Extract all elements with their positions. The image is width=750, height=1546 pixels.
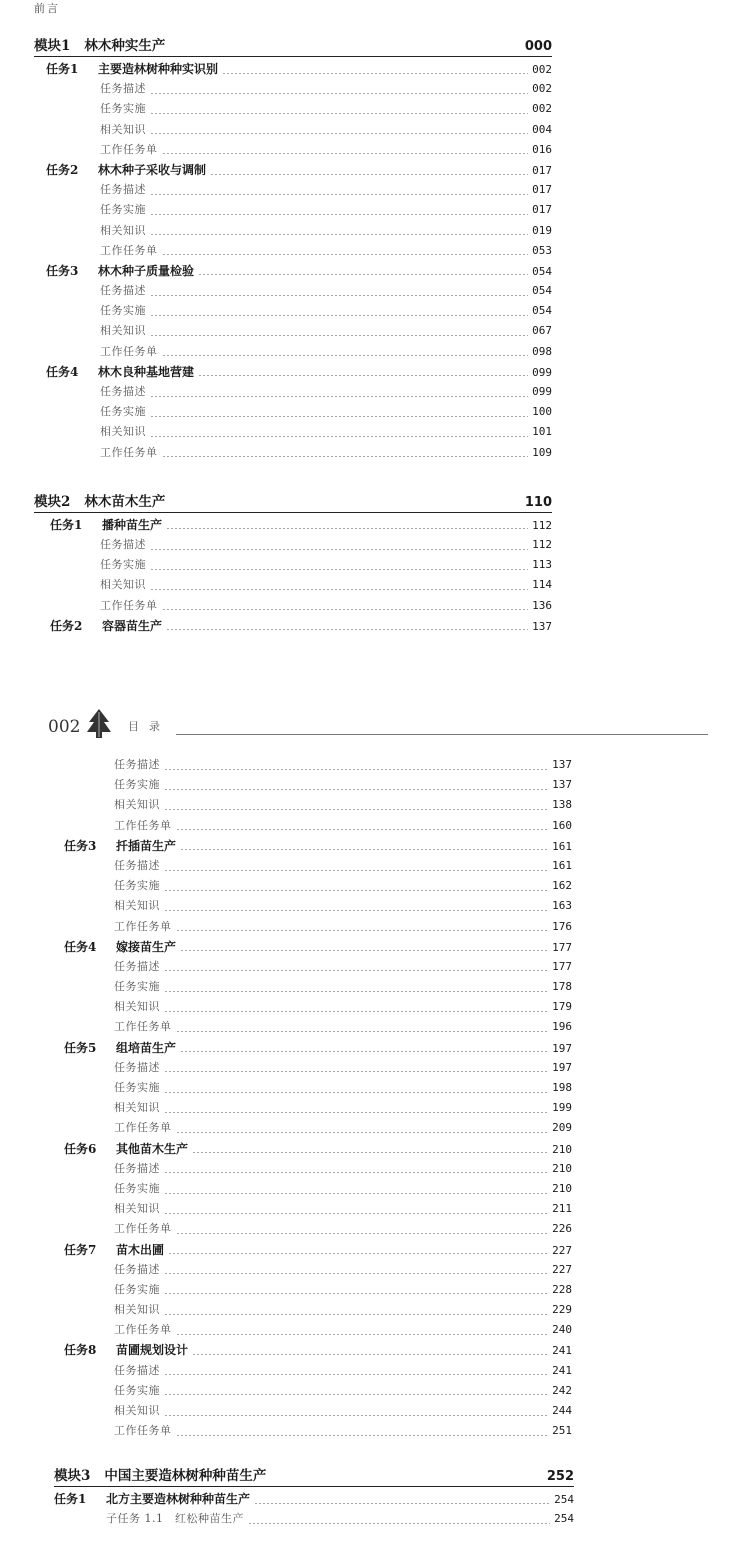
subtask-page-number: 176 (552, 919, 572, 933)
subtask-page-number: 138 (552, 798, 572, 812)
subtask-title: 相关知识 (100, 223, 146, 237)
subtask-entry[interactable] (34, 343, 552, 363)
subtask-title: 相关知识 (114, 798, 160, 812)
subtask-title: 相关知识 (114, 1303, 160, 1317)
task-label: 任务1 (50, 517, 83, 532)
subtask-title: 任务实施 (100, 203, 146, 217)
subtask-entry[interactable] (34, 80, 552, 100)
dot-leader (162, 609, 529, 610)
module-heading (54, 1462, 574, 1487)
task-title (64, 938, 176, 955)
task-title (34, 262, 194, 279)
subtask-entry[interactable] (34, 423, 552, 443)
dot-leader (150, 214, 528, 215)
subtask-title: 相关知识 (100, 122, 146, 136)
subtask-page-number: 211 (552, 1202, 572, 1216)
subtask-page-number: 161 (552, 858, 572, 872)
dot-leader (164, 1273, 548, 1274)
subtask-title: 相关知识 (100, 578, 146, 592)
subtask-entry[interactable] (34, 536, 552, 556)
subtask-entry[interactable] (64, 1301, 572, 1321)
task-label: 任务5 (64, 1040, 97, 1055)
subtask-title: 任务描述 (100, 537, 146, 551)
task-page-number: 210 (552, 1142, 572, 1156)
subtask-title: 任务描述 (114, 758, 160, 771)
task-label: 任务1 (46, 62, 79, 76)
subtask-title: 任务实施 (114, 879, 160, 893)
subtask-page-number: 101 (532, 425, 552, 439)
subtask-page-number: 017 (532, 203, 552, 217)
subtask-title: 任务描述 (100, 385, 146, 398)
subtask-entry[interactable] (34, 302, 552, 322)
subtask-title: 工作任务单 (100, 243, 158, 257)
subtask-title: 工作任务单 (114, 1424, 172, 1438)
task-title (64, 837, 176, 854)
subtask-title: 任务实施 (100, 405, 146, 419)
task-title (34, 161, 206, 178)
task-name: 林木良种基地营建 (98, 364, 195, 379)
subtask-title: 任务描述 (114, 858, 160, 872)
subtask-entry[interactable] (34, 121, 552, 141)
task-title (34, 516, 162, 533)
task-entry[interactable] (64, 1039, 572, 1059)
subtask-page-number: 019 (532, 223, 552, 237)
task-page-number: 161 (552, 839, 572, 853)
subtask-entry[interactable] (54, 1510, 574, 1530)
task-page-number: 177 (552, 940, 572, 954)
subtask-page-number: 241 (552, 1363, 572, 1377)
task-entry[interactable] (34, 161, 552, 181)
task-page-number: 227 (552, 1243, 572, 1257)
subtask-entry[interactable] (64, 1119, 572, 1139)
task-entry[interactable] (64, 938, 572, 958)
subtask-entry[interactable] (34, 556, 552, 576)
toc-list-page-2 (64, 756, 572, 1442)
dot-leader (164, 1071, 548, 1072)
subtask-page-number: 137 (552, 758, 572, 771)
task-title (64, 1039, 176, 1056)
task-name: 容器苗生产 (102, 618, 163, 633)
dot-leader (198, 274, 528, 275)
subtask-entry[interactable] (34, 242, 552, 262)
subtask-page-number: 137 (552, 778, 572, 792)
subtask-entry[interactable] (64, 1422, 572, 1442)
subtask-title: 相关知识 (100, 324, 146, 338)
task-title (34, 617, 162, 634)
task-name: 扦插苗生产 (116, 838, 177, 853)
subtask-entry[interactable] (64, 1160, 572, 1180)
dot-leader (162, 355, 529, 356)
dot-leader (164, 1172, 548, 1173)
subtask-title: 工作任务单 (114, 1020, 172, 1034)
dot-leader (176, 1233, 549, 1234)
subtask-title: 工作任务单 (100, 445, 158, 459)
subtask-entry[interactable] (64, 918, 572, 938)
subtask-page-number: 100 (532, 405, 552, 419)
header-rule (176, 734, 708, 735)
subtask-entry[interactable] (64, 1018, 572, 1038)
subtask-entry[interactable] (64, 1220, 572, 1240)
subtask-entry[interactable] (34, 222, 552, 242)
subtask-page-number: 114 (532, 578, 552, 592)
task-label: 任务1 (54, 1492, 87, 1506)
dot-leader (176, 1435, 549, 1436)
task-title (34, 363, 194, 380)
subtask-page-number: 098 (532, 344, 552, 358)
module-title (54, 1464, 266, 1486)
task-entry[interactable] (34, 617, 552, 637)
subtask-entry[interactable] (64, 1402, 572, 1422)
subtask-entry[interactable] (34, 403, 552, 423)
toc-list-page-1 (34, 32, 552, 637)
subtask-title: 任务实施 (114, 1282, 160, 1296)
subtask-page-number: 240 (552, 1323, 572, 1337)
subtask-title: 工作任务单 (100, 142, 158, 156)
dot-leader (164, 1213, 548, 1214)
subtask-entry[interactable] (34, 141, 552, 161)
task-page-number: 002 (532, 63, 552, 76)
subtask-entry[interactable] (64, 1059, 572, 1079)
dot-leader (150, 569, 528, 570)
module-name: 林木苗木生产 (84, 493, 166, 510)
dot-leader (176, 1132, 549, 1133)
task-label: 任务3 (46, 263, 79, 278)
section-label: 目录 (128, 720, 170, 733)
dot-leader (164, 1193, 548, 1194)
subtask-title: 工作任务单 (114, 919, 172, 933)
subtask-title: 工作任务单 (114, 818, 172, 832)
subtask-page-number: 162 (552, 879, 572, 893)
subtask-title: 任务描述 (114, 1060, 160, 1074)
dot-leader (180, 849, 548, 850)
subtask-title: 工作任务单 (100, 344, 158, 358)
dot-leader (192, 1354, 548, 1355)
subtask-entry[interactable] (64, 1362, 572, 1382)
dot-leader (176, 1334, 549, 1335)
task-page-number: 241 (552, 1344, 572, 1358)
subtask-title: 任务描述 (114, 959, 160, 973)
subtask-page-number: 017 (532, 183, 552, 197)
dot-leader (150, 133, 528, 134)
subtask-entry[interactable] (34, 282, 552, 302)
dot-leader (162, 153, 529, 154)
subtask-page-number: 228 (552, 1282, 572, 1296)
subtask-title: 任务实施 (100, 558, 146, 572)
dot-leader (150, 295, 528, 296)
subtask-title: 任务实施 (114, 980, 160, 994)
subtask-entry[interactable] (64, 1261, 572, 1281)
dot-leader (150, 396, 528, 397)
task-name: 其他苗木生产 (116, 1141, 189, 1156)
dot-leader (168, 1253, 548, 1254)
task-label: 任务6 (64, 1141, 97, 1156)
dot-leader (162, 254, 529, 255)
subtask-entry[interactable] (64, 897, 572, 917)
subtask-page-number: 254 (554, 1512, 574, 1526)
subtask-title: 相关知识 (114, 899, 160, 913)
task-page-number: 099 (532, 365, 552, 379)
subtask-entry[interactable] (64, 1079, 572, 1099)
module-heading (34, 488, 552, 513)
dot-leader (164, 1011, 548, 1012)
subtask-entry[interactable] (64, 1382, 572, 1402)
subtask-page-number: 109 (532, 445, 552, 459)
dot-leader (176, 1031, 549, 1032)
task-page-number: 112 (532, 518, 552, 532)
module-title (34, 490, 165, 512)
task-name: 播种苗生产 (102, 517, 163, 532)
dot-leader (210, 174, 528, 175)
subtask-page-number: 136 (532, 598, 552, 612)
task-title (54, 1490, 250, 1507)
subtask-entry[interactable] (64, 1281, 572, 1301)
subtask-page-number: 179 (552, 1000, 572, 1014)
subtask-entry[interactable] (64, 978, 572, 998)
subtask-page-number: 053 (532, 243, 552, 257)
dot-leader (164, 970, 548, 971)
subtask-page-number: 099 (532, 385, 552, 398)
module-name: 林木种实生产 (84, 38, 166, 54)
task-entry[interactable] (64, 1341, 572, 1361)
subtask-title: 工作任务单 (114, 1323, 172, 1337)
module-page-number: 000 (524, 39, 552, 54)
dot-leader (248, 1523, 550, 1524)
dot-leader (254, 1503, 550, 1504)
subtask-title: 相关知识 (100, 425, 146, 439)
subtask-page-number: 113 (532, 558, 552, 572)
subtask-title: 任务描述 (100, 183, 146, 197)
subtask-title: 任务描述 (100, 284, 146, 298)
dot-leader (150, 436, 528, 437)
task-entry[interactable] (34, 262, 552, 282)
subtask-entry[interactable] (64, 958, 572, 978)
task-entry[interactable] (64, 837, 572, 857)
subtask-title: 相关知识 (114, 1404, 160, 1417)
task-entry[interactable] (54, 1490, 574, 1510)
dot-leader (222, 73, 528, 74)
subtask-page-number: 196 (552, 1020, 572, 1034)
module-name: 中国主要造林树种种苗生产 (104, 1468, 267, 1484)
task-entry[interactable] (64, 1241, 572, 1261)
subtask-page-number: 163 (552, 899, 572, 913)
subtask-page-number: 251 (552, 1424, 572, 1438)
subtask-entry[interactable] (64, 756, 572, 776)
toc-page-1 (0, 0, 750, 650)
dot-leader (150, 315, 528, 316)
dot-leader (164, 991, 548, 992)
dot-leader (164, 1092, 548, 1093)
subtask-entry[interactable] (64, 857, 572, 877)
dot-leader (164, 789, 548, 790)
task-name: 林木种子采收与调制 (98, 162, 207, 177)
task-label: 任务7 (64, 1242, 97, 1257)
task-entry[interactable] (34, 363, 552, 383)
subtask-title: 子任务 1.1 红松种苗生产 (106, 1512, 244, 1526)
task-page-number: 137 (532, 619, 552, 633)
subtask-page-number: 178 (552, 980, 572, 994)
task-label: 任务2 (50, 618, 83, 633)
subtask-title: 相关知识 (114, 1000, 160, 1014)
subtask-page-number: 226 (552, 1222, 572, 1236)
task-name: 苗圃规划设计 (116, 1343, 189, 1358)
subtask-page-number: 112 (532, 537, 552, 551)
subtask-title: 工作任务单 (114, 1121, 172, 1135)
subtask-title: 任务实施 (114, 1181, 160, 1195)
subtask-page-number: 210 (552, 1181, 572, 1195)
subtask-title: 任务实施 (114, 778, 160, 792)
module-page-number: 110 (524, 494, 552, 510)
subtask-title: 工作任务单 (114, 1222, 172, 1236)
subtask-page-number: 160 (552, 818, 572, 832)
dot-leader (150, 416, 528, 417)
subtask-entry[interactable] (34, 181, 552, 201)
dot-leader (164, 1394, 548, 1395)
module-page-number: 252 (546, 1469, 574, 1484)
task-name: 北方主要造林树种种苗生产 (106, 1492, 251, 1506)
dot-leader (164, 769, 548, 770)
dot-leader (166, 629, 528, 630)
dot-leader (164, 910, 548, 911)
dot-leader (164, 1415, 548, 1416)
dot-leader (192, 1152, 548, 1153)
subtask-page-number: 227 (552, 1262, 572, 1276)
subtask-entry[interactable] (34, 444, 552, 464)
subtask-title: 任务实施 (114, 1383, 160, 1397)
dot-leader (150, 335, 528, 336)
module-title (34, 34, 165, 56)
subtask-page-number: 229 (552, 1303, 572, 1317)
dot-leader (176, 829, 549, 830)
subtask-title: 任务描述 (114, 1161, 160, 1175)
subtask-entry[interactable] (34, 576, 552, 596)
subtask-page-number: 004 (532, 122, 552, 136)
dot-leader (150, 194, 528, 195)
subtask-page-number: 177 (552, 959, 572, 973)
subtask-page-number: 054 (532, 284, 552, 298)
subtask-title: 任务实施 (100, 304, 146, 318)
subtask-title: 相关知识 (114, 1202, 160, 1216)
dot-leader (164, 870, 548, 871)
task-name: 主要造林树种种实识别 (98, 62, 219, 76)
subtask-page-number: 002 (532, 102, 552, 116)
subtask-title: 相关知识 (114, 1101, 160, 1115)
subtask-entry[interactable] (64, 1099, 572, 1119)
subtask-page-number: 067 (532, 324, 552, 338)
task-entry[interactable] (34, 516, 552, 536)
subtask-page-number: 244 (552, 1404, 572, 1417)
subtask-entry[interactable] (34, 597, 552, 617)
subtask-entry[interactable] (34, 100, 552, 120)
dot-leader (198, 375, 528, 376)
dot-leader (150, 549, 528, 550)
task-page-number: 254 (554, 1493, 574, 1506)
dot-leader (176, 930, 549, 931)
dot-leader (164, 1112, 548, 1113)
dot-leader (164, 1314, 548, 1315)
task-title (64, 1241, 164, 1258)
subtask-page-number: 209 (552, 1121, 572, 1135)
task-name: 林木种子质量检验 (98, 263, 195, 278)
task-label: 任务3 (64, 838, 97, 853)
subtask-title: 任务描述 (100, 82, 146, 96)
task-page-number: 054 (532, 264, 552, 278)
subtask-page-number: 197 (552, 1060, 572, 1074)
subtask-page-number: 054 (532, 304, 552, 318)
task-title (34, 60, 218, 77)
subtask-entry[interactable] (34, 322, 552, 342)
task-label: 任务2 (46, 162, 79, 177)
subtask-page-number: 242 (552, 1383, 572, 1397)
task-entry[interactable] (64, 1140, 572, 1160)
task-entry[interactable] (34, 60, 552, 80)
module-label: 模块3 (54, 1468, 91, 1484)
dot-leader (164, 809, 548, 810)
dot-leader (150, 589, 528, 590)
dot-leader (150, 234, 528, 235)
task-label: 任务8 (64, 1343, 97, 1358)
subtask-entry[interactable] (64, 776, 572, 796)
subtask-entry[interactable] (64, 1321, 572, 1341)
dot-leader (150, 113, 528, 114)
subtask-entry[interactable] (64, 1200, 572, 1220)
subtask-title: 任务实施 (100, 102, 146, 116)
subtask-page-number: 016 (532, 142, 552, 156)
dot-leader (166, 528, 528, 529)
dot-leader (164, 1293, 548, 1294)
subtask-title: 任务描述 (114, 1262, 160, 1276)
dot-leader (164, 1374, 548, 1375)
task-label: 任务4 (46, 364, 79, 379)
subtask-entry[interactable] (34, 383, 552, 403)
tree-icon (84, 708, 114, 740)
subtask-entry[interactable] (64, 998, 572, 1018)
module-heading (34, 32, 552, 57)
subtask-entry[interactable] (34, 201, 552, 221)
page-header (48, 708, 708, 748)
dot-leader (162, 456, 529, 457)
subtask-page-number: 210 (552, 1161, 572, 1175)
subtask-title: 任务描述 (114, 1363, 160, 1377)
dot-leader (150, 93, 528, 94)
subtask-page-number: 002 (532, 82, 552, 96)
subtask-page-number: 199 (552, 1101, 572, 1115)
task-title (64, 1341, 188, 1358)
task-page-number: 197 (552, 1041, 572, 1055)
task-label: 任务4 (64, 939, 97, 954)
task-name: 苗木出圃 (116, 1242, 165, 1257)
subtask-entry[interactable] (64, 817, 572, 837)
subtask-entry[interactable] (64, 877, 572, 897)
task-page-number: 017 (532, 163, 552, 177)
page-number: 002 (48, 717, 81, 737)
task-name: 组培苗生产 (116, 1040, 177, 1055)
dot-leader (180, 1051, 548, 1052)
dot-leader (164, 890, 548, 891)
module-label: 模块1 (34, 38, 71, 54)
module-label: 模块2 (34, 493, 71, 510)
subtask-title: 工作任务单 (100, 598, 158, 612)
toc-list-module-3 (54, 1462, 574, 1530)
subtask-entry[interactable] (64, 1180, 572, 1200)
running-head: 前言 (34, 2, 60, 15)
subtask-entry[interactable] (64, 796, 572, 816)
task-name: 嫁接苗生产 (116, 939, 177, 954)
dot-leader (180, 950, 548, 951)
task-title (64, 1140, 188, 1157)
subtask-title: 任务实施 (114, 1081, 160, 1094)
subtask-page-number: 198 (552, 1081, 572, 1094)
